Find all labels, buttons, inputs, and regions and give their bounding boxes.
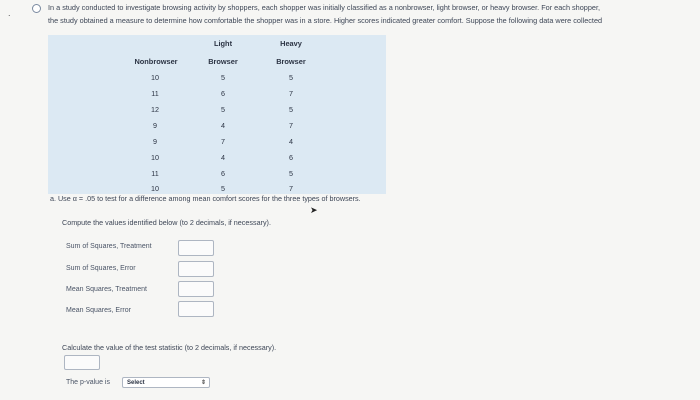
test-statistic-input[interactable]	[64, 355, 100, 370]
edge-marker: .	[8, 8, 11, 18]
table-cell: 7	[221, 137, 225, 146]
table-cell: 5	[221, 105, 225, 114]
header-heavy: Heavy	[280, 39, 302, 48]
ms-error-label: Mean Squares, Error	[66, 307, 131, 314]
ms-treatment-label: Mean Squares, Treatment	[66, 286, 147, 293]
intro-line-2: the study obtained a measure to determine how comfortable the shopper was in a store. Higher scores indicated greater comfort. Suppose the following data were collected	[48, 16, 603, 25]
table-cell: 10	[151, 153, 159, 162]
select-arrows-icon: ⇕	[200, 380, 206, 386]
table-cell: 12	[151, 105, 159, 114]
intro-line-1: In a study conducted to investigate browsing activity by shoppers, each shopper was initially classified as a nonbrowser, light browser, or heavy browser. For each shopper,	[48, 3, 601, 12]
table-cell: 6	[289, 153, 293, 162]
ss-error-label: Sum of Squares, Error	[66, 265, 136, 272]
pvalue-select-value: Select	[127, 380, 145, 386]
table-cell: 10	[151, 184, 159, 193]
table-cell: 4	[221, 153, 225, 162]
table-cell: 7	[289, 121, 293, 130]
header-light: Light	[213, 39, 233, 48]
pvalue-label: The p-value is	[66, 379, 110, 386]
ss-treatment-input[interactable]	[178, 240, 214, 256]
ms-treatment-input[interactable]	[178, 281, 214, 297]
table-cell: 9	[153, 137, 157, 146]
table-cell: 6	[221, 89, 225, 98]
data-table	[48, 35, 386, 194]
problem-statement	[48, 1, 698, 27]
table-cell: 11	[151, 169, 159, 178]
table-cell: 5	[289, 105, 293, 114]
ss-treatment-label: Sum of Squares, Treatment	[66, 243, 152, 250]
table-cell: 11	[151, 89, 159, 98]
ms-error-input[interactable]	[178, 301, 214, 317]
table-cell: 4	[221, 121, 225, 130]
table-cell: 5	[289, 73, 293, 82]
calc-prompt: Calculate the value of the test statistic (to 2 decimals, if necessary).	[62, 343, 277, 352]
table-cell: 5	[221, 184, 225, 193]
table-cell: 9	[153, 121, 157, 130]
header-heavy-browser: Browser	[276, 57, 306, 66]
question-a: a. Use α = .05 to test for a difference among mean comfort scores for the three types of browsers.	[50, 194, 361, 203]
table-cell: 4	[289, 137, 293, 146]
pvalue-select[interactable]	[122, 377, 210, 388]
table-cell: 5	[221, 73, 225, 82]
ss-error-input[interactable]	[178, 261, 214, 277]
compute-prompt: Compute the values identified below (to 2 decimals, if necessary).	[62, 218, 271, 227]
header-light-browser: Browser	[208, 57, 238, 66]
header-nonbrowser: Nonbrowser	[134, 57, 178, 66]
table-cell: 7	[289, 184, 293, 193]
table-cell: 7	[289, 89, 293, 98]
table-cell: 10	[151, 73, 159, 82]
table-cell: 5	[289, 169, 293, 178]
radio-icon[interactable]	[32, 4, 41, 13]
mouse-cursor-icon: ➤	[310, 205, 318, 215]
table-cell: 6	[221, 169, 225, 178]
